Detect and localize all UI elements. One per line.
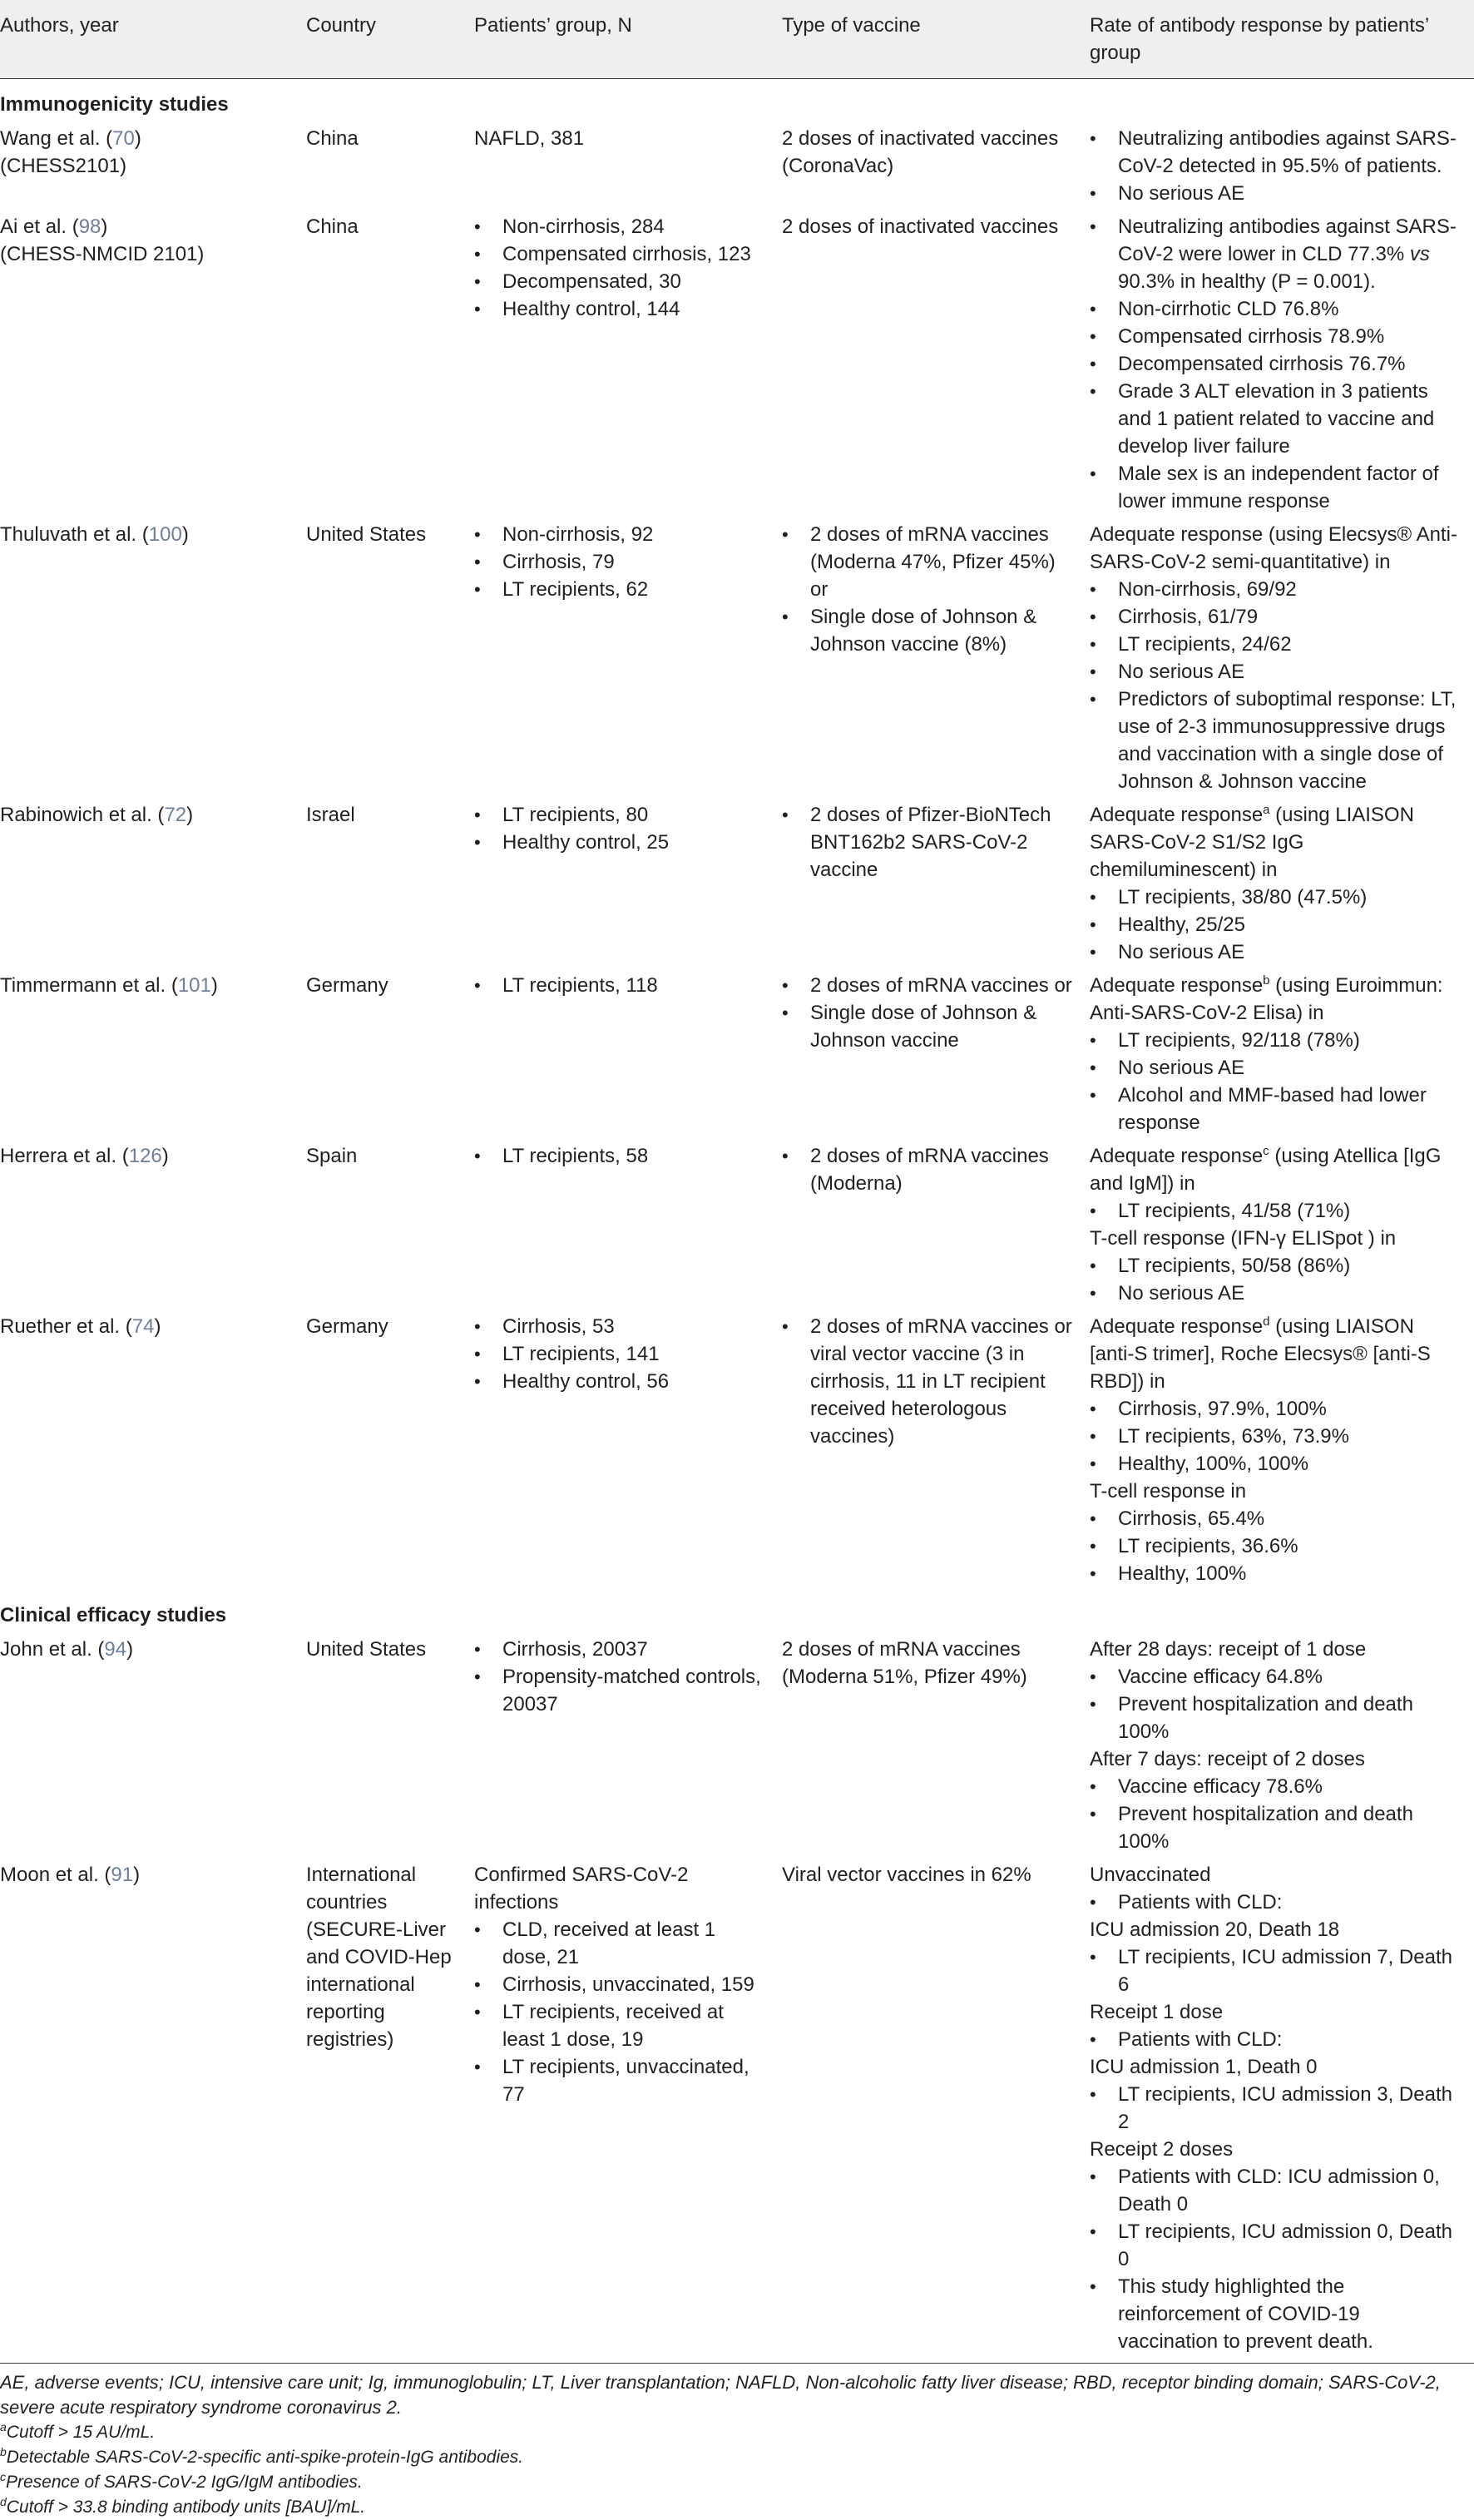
response-intro: After 28 days: receipt of 1 dose [1090,1638,1367,1661]
cell-patients [474,1139,782,1310]
patients-item: • LT recipients, 118 [474,972,767,999]
cell-authors [0,517,306,798]
response-item: • LT recipients, 38/80 (47.5%) [1090,884,1459,911]
response-item: • Alcohol and MMF-based had lower response [1090,1082,1459,1136]
author-citation [0,213,291,240]
response-item: • This study highlighted the reinforcement of COVID-19 vaccination to prevent death. [1090,2273,1459,2355]
cell-authors [0,798,306,968]
cell-response [1090,1632,1474,1858]
patients-item: • Propensity-matched controls, 20037 [474,1663,767,1718]
cell-vaccine [782,1632,1090,1858]
response-list [1090,1252,1459,1307]
patients-list [474,1916,767,2108]
response-item: • Cirrhosis, 97.9%, 100% [1090,1395,1459,1423]
author-citation [0,1861,291,1889]
response-intro-label: Adequate response [1090,804,1264,826]
response-list [1090,1197,1459,1225]
response-item: • Decompensated cirrhosis 76.7% [1090,350,1459,378]
vaccine-item: • 2 doses of mRNA vaccines (Moderna 47%, Pfizer 45%) or [782,521,1075,603]
patients-list [474,213,767,323]
response-item: • Prevent hospitalization and death 100% [1090,1800,1459,1855]
vaccine-list [782,521,1075,658]
cell-vaccine [782,968,1090,1139]
cell-country: Germany [306,1315,388,1338]
patients-item: • Non-cirrhosis, 92 [474,521,767,548]
response-item: • No serious AE [1090,180,1459,207]
cell-patients [474,1310,782,1590]
response-item: • Patients with CLD: [1090,1889,1459,1916]
patients-list [474,1313,767,1395]
response-item: • Non-cirrhosis, 69/92 [1090,576,1459,603]
footnote-mark: b [1263,973,1270,988]
author-citation [0,1142,291,1170]
section-heading: Clinical efficacy studies [0,1604,227,1626]
response-list [1090,1889,1459,1916]
response-item: • Vaccine efficacy 78.6% [1090,1773,1459,1800]
response-list [1090,2081,1459,2136]
response-item: • No serious AE [1090,1054,1459,1082]
response-item: • Male sex is an independent factor of lower immune response [1090,460,1459,515]
response-intro-label: Adequate response [1090,974,1264,997]
vaccine-list [782,1313,1075,1450]
cell-country: Israel [306,804,355,826]
response-intro [1090,801,1459,884]
cell-vaccine [782,798,1090,968]
author-citation [0,972,291,999]
author-citation [0,1313,291,1340]
cell-patients [474,798,782,968]
response-item: • LT recipients, 41/58 (71%) [1090,1197,1459,1225]
cell-authors [0,210,306,517]
patients-intro: Confirmed SARS-CoV-2 infections [474,1864,689,1914]
response-intro-method: (using LIAISON [anti-S trimer], Roche Elecsys® [anti-S RBD]) in [1090,1315,1431,1393]
section-row [0,1590,1474,1632]
cell-authors [0,121,306,210]
table-row [0,1632,1474,1858]
footnote-abbreviations: AE, adverse events; ICU, intensive care unit; Ig, immunoglobulin; LT, Liver transplantation; NAFLD, Non-alcoholic fatty liver disease; RBD, receptor binding domain; SARS-CoV-2, severe acute respiratory syndrome coronavirus 2. [0,2372,1441,2418]
cell-authors [0,1310,306,1590]
response-item: • LT recipients, ICU admission 0, Death 0 [1090,2218,1459,2273]
author-citation [0,1636,291,1663]
reference-link[interactable]: 101 [177,974,211,997]
response-detail: ICU admission 20, Death 18 [1090,1918,1340,1941]
cell-country: Germany [306,974,388,997]
patients-item: • Healthy control, 56 [474,1368,767,1395]
author-citation [0,521,291,548]
cell-authors [0,1139,306,1310]
vaccine-item: • Single dose of Johnson & Johnson vaccine (8%) [782,603,1075,658]
response-intro-label: Adequate response [1090,1315,1264,1338]
vaccine-list [782,1142,1075,1197]
cell-response [1090,968,1474,1139]
header-patients: Patients’ group, N [474,14,632,37]
response-item: • Healthy, 100% [1090,1560,1459,1587]
author-citation [0,801,291,829]
footnote-d: $^d$Cutoff > 33.8 binding antibody units [BAU]/mL. [0,2495,366,2517]
cell-vaccine [782,210,1090,517]
table-row [0,121,1474,210]
cell-country: China [306,215,359,238]
cell-patients [474,210,782,517]
response-subheading: T-cell response in [1090,1480,1247,1503]
patients-item: • Healthy control, 144 [474,295,767,323]
patients-item: • LT recipients, 80 [474,801,767,829]
patients-item: • LT recipients, 58 [474,1142,767,1170]
response-list [1090,125,1459,207]
cell-country: China [306,127,359,150]
author-close: ) [210,974,218,997]
cell-vaccine [782,1858,1090,2358]
table-footnotes [0,2363,1474,2520]
cell-patients [474,1858,782,2358]
patients-list [474,801,767,856]
response-item: • No serious AE [1090,658,1459,686]
response-item: • Non-cirrhotic CLD 76.8% [1090,295,1459,323]
cell-vaccine [782,1139,1090,1310]
footnote-mark: c [1263,1144,1269,1158]
response-intro: Adequate response (using Elecsys® Anti-SARS-CoV-2 semi-quantitative) in [1090,523,1457,573]
response-item: • LT recipients, 24/62 [1090,631,1459,658]
response-item: • Neutralizing antibodies against SARS-CoV-2 detected in 95.5% of patients. [1090,125,1459,180]
response-list [1090,1943,1459,1998]
response-item: • No serious AE [1090,1280,1459,1307]
response-intro-method: (using Euroimmun: Anti-SARS-CoV-2 Elisa) in [1090,974,1443,1024]
patients-item: • Cirrhosis, 20037 [474,1636,767,1663]
response-intro [1090,972,1459,1027]
response-item: • LT recipients, 63%, 73.9% [1090,1423,1459,1450]
response-intro [1090,1142,1459,1197]
response-intro-method: (using Atellica [IgG and IgM]) in [1090,1145,1442,1195]
reference-link[interactable]: 100 [148,523,182,546]
author-name: John et al. ( [0,1638,105,1661]
author-close: ) [134,127,141,150]
response-intro [1090,1313,1459,1395]
reference-link[interactable]: 91 [111,1864,134,1886]
response-list [1090,1773,1459,1855]
author-close: ) [126,1638,134,1661]
author-name: Moon et al. ( [0,1864,111,1886]
cell-patients [474,517,782,798]
response-list [1090,2163,1459,2355]
reference-link[interactable]: 72 [164,804,187,826]
response-intro-method: (using LIAISON SARS-CoV-2 S1/S2 IgG chemiluminescent) in [1090,804,1414,881]
patients-item: • LT recipients, 141 [474,1340,767,1368]
cell-patients [474,121,782,210]
vaccine-text: 2 doses of inactivated vaccines [782,215,1059,238]
cell-response [1090,121,1474,210]
footnote-a: $^a$Cutoff > 15 AU/mL. [0,2420,156,2442]
table-header [0,0,1474,79]
vaccine-item: • 2 doses of mRNA vaccines (Moderna) [782,1142,1075,1197]
response-item: • LT recipients, ICU admission 7, Death 6 [1090,1943,1459,1998]
vaccine-item: • Single dose of Johnson & Johnson vaccine [782,999,1075,1054]
response-list [1090,213,1459,515]
author-close: ) [161,1145,169,1167]
table-row [0,1139,1474,1310]
response-item: • Compensated cirrhosis 78.9% [1090,323,1459,350]
reference-link[interactable]: 126 [128,1145,162,1167]
reference-link[interactable]: 74 [131,1315,155,1338]
response-item: • Predictors of suboptimal response: LT, use of 2-3 immunosuppressive drugs and vaccination with a single dose of Johnson & Johnson vaccine [1090,686,1459,795]
patients-text: NAFLD, 381 [474,127,585,150]
table-row [0,517,1474,798]
table-row [0,1858,1474,2358]
author-close: ) [181,523,189,546]
cell-authors [0,1632,306,1858]
response-item: • Vaccine efficacy 64.8% [1090,1663,1459,1691]
patients-item: • LT recipients, unvaccinated, 77 [474,2053,767,2108]
cell-country: International countries (SECURE-Liver and COVID-Hep international reporting registries) [306,1864,452,2051]
response-item: • Patients with CLD: ICU admission 0, Death 0 [1090,2163,1459,2218]
author-close: ) [186,804,194,826]
cell-response [1090,1139,1474,1310]
section-row [0,79,1474,121]
header-response: Rate of antibody response by patients’ group [1090,14,1429,64]
author-close: ) [101,215,108,238]
footnote-mark: a [1263,803,1270,817]
response-list [1090,884,1459,966]
cell-country: Spain [306,1145,358,1167]
author-close: ) [154,1315,161,1338]
response-item: • Healthy, 25/25 [1090,911,1459,938]
cell-vaccine [782,1310,1090,1590]
response-item: • No serious AE [1090,938,1459,966]
response-item: • Patients with CLD: [1090,2026,1459,2053]
header-country: Country [306,14,377,37]
footnote-b: $^b$Detectable SARS-CoV-2-specific anti-spike-protein-IgG antibodies. [0,2445,524,2467]
cell-response [1090,1310,1474,1590]
cell-country: United States [306,523,427,546]
cell-patients [474,1632,782,1858]
author-name: Wang et al. ( [0,127,113,150]
vaccine-text: Viral vector vaccines in 62% [782,1864,1031,1886]
response-list [1090,1027,1459,1136]
response-intro-label: Adequate response [1090,1145,1264,1167]
reference-link[interactable]: 70 [112,127,135,150]
cell-response [1090,1858,1474,2358]
response-list [1090,1395,1459,1478]
vaccine-item: • 2 doses of mRNA vaccines or viral vector vaccine (3 in cirrhosis, 11 in LT recipient received heterologous vaccines) [782,1313,1075,1450]
table-row [0,798,1474,968]
patients-list [474,521,767,603]
vaccine-list [782,801,1075,884]
response-item: • Cirrhosis, 65.4% [1090,1505,1459,1532]
response-item: • Cirrhosis, 61/79 [1090,603,1459,631]
response-item: • Prevent hospitalization and death 100% [1090,1691,1459,1745]
patients-item: • Healthy control, 25 [474,829,767,856]
author-close: ) [133,1864,141,1886]
author-name: Rabinowich et al. ( [0,804,165,826]
study-name: (CHESS-NMCID 2101) [0,243,205,265]
table-body [0,79,1474,2359]
patients-list [474,972,767,999]
cell-authors [0,1858,306,2358]
response-item: • Neutralizing antibodies against SARS-CoV-2 were lower in CLD 77.3% vs 90.3% in healthy (P = 0.001). [1090,213,1459,295]
author-name: Herrera et al. ( [0,1145,129,1167]
author-name: Thuluvath et al. ( [0,523,149,546]
patients-item: • Compensated cirrhosis, 123 [474,240,767,268]
patients-item: • CLD, received at least 1 dose, 21 [474,1916,767,1971]
response-subheading: Unvaccinated [1090,1864,1211,1886]
author-name: Ruether et al. ( [0,1315,132,1338]
study-name: (CHESS2101) [0,155,127,177]
response-list [1090,1505,1459,1587]
patients-list [474,1142,767,1170]
patients-item: • Non-cirrhosis, 284 [474,213,767,240]
response-subheading: Receipt 1 dose [1090,2001,1224,2023]
table-row [0,968,1474,1139]
footnote-mark: d [1263,1314,1270,1329]
table-row [0,1310,1474,1590]
vaccine-item: • 2 doses of mRNA vaccines or [782,972,1075,999]
response-item: • LT recipients, 92/118 (78%) [1090,1027,1459,1054]
patients-item: • Cirrhosis, 53 [474,1313,767,1340]
response-list [1090,576,1459,795]
header-vaccine: Type of vaccine [782,14,921,37]
cell-patients [474,968,782,1139]
reference-link[interactable]: 98 [78,215,101,238]
cell-authors [0,968,306,1139]
vaccine-text: 2 doses of mRNA vaccines (Moderna 51%, Pfizer 49%) [782,1638,1027,1688]
cell-vaccine [782,121,1090,210]
reference-link[interactable]: 94 [104,1638,127,1661]
response-item: • LT recipients, 36.6% [1090,1532,1459,1560]
patients-list [474,1636,767,1718]
response-item: • LT recipients, ICU admission 3, Death 2 [1090,2081,1459,2136]
response-item: • Healthy, 100%, 100% [1090,1450,1459,1478]
vs-italic: vs [1409,243,1430,265]
section-heading: Immunogenicity studies [0,93,229,116]
author-name: Ai et al. ( [0,215,79,238]
response-subheading: T-cell response (IFN-γ ELISpot ) in [1090,1227,1397,1250]
response-subheading: Receipt 2 doses [1090,2138,1234,2161]
cell-country: United States [306,1638,427,1661]
cell-response [1090,517,1474,798]
response-item: • LT recipients, 50/58 (86%) [1090,1252,1459,1280]
table-row [0,210,1474,517]
cell-response [1090,798,1474,968]
vaccine-list [782,972,1075,1054]
author-name: Timmermann et al. ( [0,974,178,997]
author-citation [0,125,291,152]
vaccine-text: 2 doses of inactivated vaccines (CoronaVac) [782,127,1059,177]
footnote-c: $^c$Presence of SARS-CoV-2 IgG/IgM antibodies. [0,2470,363,2492]
header-authors: Authors, year [0,14,119,37]
patients-item: • LT recipients, received at least 1 dose, 19 [474,1998,767,2053]
response-subheading: After 7 days: receipt of 2 doses [1090,1748,1365,1770]
response-detail: ICU admission 1, Death 0 [1090,2056,1318,2078]
response-list [1090,1663,1459,1745]
patients-item: • LT recipients, 62 [474,576,767,603]
cell-vaccine [782,517,1090,798]
vaccine-item: • 2 doses of Pfizer-BioNTech BNT162b2 SARS-CoV-2 vaccine [782,801,1075,884]
patients-item: • Cirrhosis, unvaccinated, 159 [474,1971,767,1998]
cell-response [1090,210,1474,517]
patients-item: • Cirrhosis, 79 [474,548,767,576]
response-list [1090,2026,1459,2053]
response-item: • Grade 3 ALT elevation in 3 patients and 1 patient related to vaccine and develop liver failure [1090,378,1459,460]
patients-item: • Decompensated, 30 [474,268,767,295]
